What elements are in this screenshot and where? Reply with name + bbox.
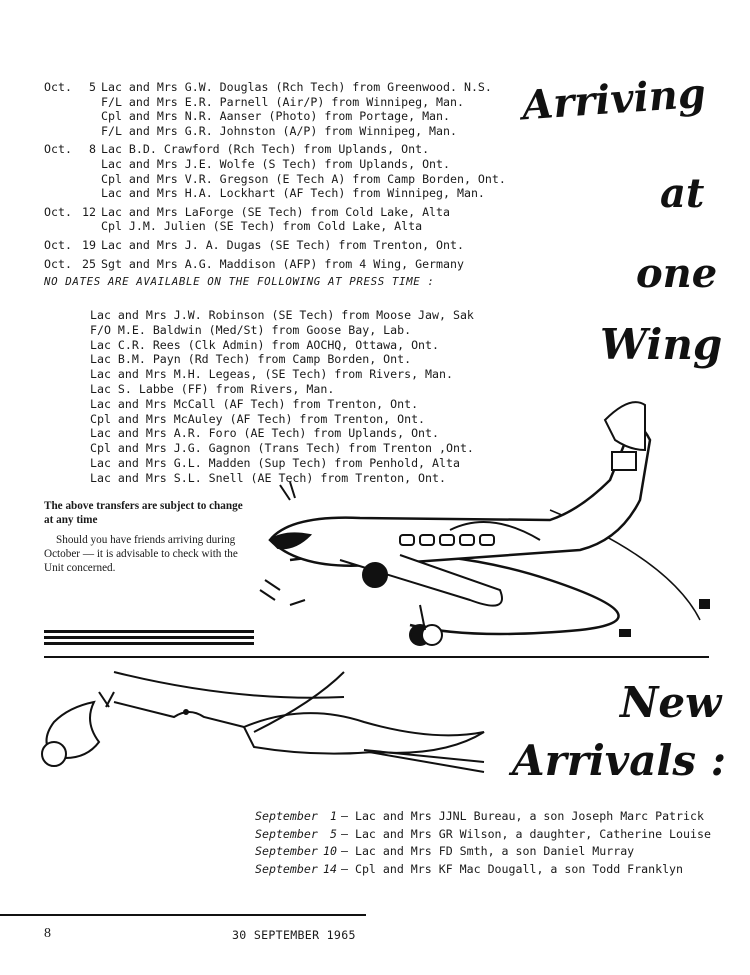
arrival-month (44, 109, 82, 124)
arrival-month: Oct. (44, 256, 72, 271)
births-list (255, 808, 711, 878)
pending-entry: Lac C.R. Rees (Clk Admin) from AOCHQ, Ottawa, Ont. (90, 337, 440, 352)
arrival-day (82, 157, 96, 172)
arrival-entry (44, 172, 514, 187)
arrival-day: 25 (82, 256, 96, 271)
arrival-text: Lac B.D. Crawford (Rch Tech) from Uplands, Ont. (101, 142, 430, 157)
arrival-month (44, 95, 82, 110)
footer-rule (0, 914, 366, 916)
arrival-text: F/L and Mrs E.R. Parnell (Air/P) from Winnipeg, Man. (101, 94, 464, 109)
pending-entry: Lac and Mrs G.L. Madden (Sup Tech) from Penhold, Alta (90, 455, 460, 470)
birth-entry (255, 808, 711, 826)
arrival-entry (44, 124, 514, 139)
transfer-note-bold: The above transfers are subject to change at any time (44, 500, 243, 526)
arrival-day (82, 219, 96, 234)
arrival-date-group (44, 257, 514, 272)
arrival-entry (44, 205, 514, 220)
birth-text: — Lac and Mrs GR Wilson, a daughter, Catherine Louise (341, 826, 711, 841)
arrival-day (82, 186, 96, 201)
page-number: 8 (44, 926, 51, 941)
transfer-note-body: Should you have friends arriving during October — it is advisable to check with the Unit concerned. (44, 534, 238, 574)
birth-month: September (255, 861, 318, 876)
section-rule-thick (44, 630, 254, 633)
arrival-day: 19 (82, 237, 96, 252)
arrival-text: F/L and Mrs G.R. Johnston (A/P) from Winnipeg, Man. (101, 123, 457, 138)
pending-entry: Lac and Mrs M.H. Legeas, (SE Tech) from Rivers, Man. (90, 367, 453, 382)
arrival-text: Cpl J.M. Julien (SE Tech) from Cold Lake, Alta (101, 219, 423, 234)
birth-text: — Cpl and Mrs KF Mac Dougall, a son Todd Franklyn (341, 861, 684, 876)
heading-new: New (620, 678, 722, 727)
pending-entry: Lac B.M. Payn (Rd Tech) from Camp Borden, Ont. (90, 352, 412, 367)
arrival-day: 5 (89, 80, 96, 94)
birth-month: September (255, 826, 318, 841)
arrival-day (82, 109, 96, 124)
arrival-day: 8 (89, 142, 96, 157)
birth-month: September (255, 809, 318, 823)
birth-day: 1 (330, 809, 337, 823)
arrival-month (44, 124, 82, 139)
birth-month: September (255, 844, 318, 859)
arrival-text: Cpl and Mrs V.R. Gregson (E Tech A) from Camp Borden, Ont. (101, 171, 506, 186)
section-rule-thick (44, 636, 254, 639)
arrival-text: Sgt and Mrs A.G. Maddison (AFP) from 4 Wing, Germany (101, 256, 464, 271)
arrival-entry (44, 80, 514, 95)
birth-day: 14 (323, 861, 337, 876)
arrival-month (44, 157, 82, 172)
arrival-text: Lac and Mrs J.E. Wolfe (S Tech) from Uplands, Ont. (101, 156, 451, 171)
stork-illustration (14, 662, 494, 792)
transfer-note (44, 499, 244, 575)
issue-date: 30 SEPTEMBER 1965 (232, 928, 356, 942)
pending-entry: Cpl and Mrs J.G. Gagnon (Trans Tech) from Trenton ,Ont. (90, 441, 474, 456)
pending-entry: F/O M.E. Baldwin (Med/St) from Goose Bay, Lab. (90, 322, 412, 337)
birth-text: — Lac and Mrs FD Smth, a son Daniel Murray (341, 844, 635, 859)
pending-entry: Cpl and Mrs McAuley (AF Tech) from Trenton, Ont. (90, 411, 426, 426)
birth-entry (255, 826, 711, 844)
pending-entry: Lac and Mrs J.W. Robinson (SE Tech) from Moose Jaw, Sak (90, 308, 474, 322)
heading-arriving: Arriving (520, 69, 708, 130)
birth-day: 5 (330, 826, 337, 841)
birth-entry (255, 861, 711, 879)
arrival-text: Cpl and Mrs N.R. Aanser (Photo) from Portage, Man. (101, 109, 451, 124)
birth-text: — Lac and Mrs JJNL Bureau, a son Joseph Marc Patrick (341, 809, 704, 823)
arrival-date-group (44, 238, 514, 253)
arrival-month: Oct. (44, 204, 72, 219)
arrival-date-group (44, 205, 514, 234)
arrival-day (82, 124, 96, 139)
arrival-text: Lac and Mrs LaForge (SE Tech) from Cold Lake, Alta (101, 204, 451, 219)
section-divider (44, 656, 709, 658)
heading-wing: Wing (600, 320, 723, 369)
birth-entry (255, 843, 711, 861)
arrival-entry (44, 257, 514, 272)
heading-at: at (660, 170, 705, 217)
pending-entry: Lac and Mrs McCall (AF Tech) from Trenton, Ont. (90, 396, 419, 411)
pending-entry: Lac S. Labbe (FF) from Rivers, Man. (90, 381, 335, 396)
arrival-text: Lac and Mrs H.A. Lockhart (AF Tech) from Winnipeg, Man. (101, 186, 485, 201)
heading-arrivals: Arrivals : (512, 736, 727, 785)
birth-day: 10 (323, 844, 337, 859)
arrival-entry (44, 142, 514, 157)
heading-one: one (636, 250, 718, 297)
arrival-month: Oct. (44, 80, 72, 94)
pending-heading: NO DATES ARE AVAILABLE ON THE FOLLOWING AT PRESS TIME : (44, 275, 435, 289)
arrival-text: Lac and Mrs J. A. Dugas (SE Tech) from Trenton, Ont. (101, 237, 464, 252)
arrival-entry (44, 95, 514, 110)
section-rule-thick (44, 642, 254, 645)
arrival-day: 12 (82, 204, 96, 219)
dated-arrivals-list (44, 80, 514, 290)
arrival-month (44, 186, 82, 201)
arrival-month (44, 219, 82, 234)
arrival-entry (44, 157, 514, 172)
arrival-day (82, 172, 96, 187)
arrival-date-group (44, 142, 514, 200)
arrival-month: Oct. (44, 237, 72, 252)
arrival-month: Oct. (44, 142, 72, 157)
pending-entry: Lac and Mrs A.R. Foro (AE Tech) from Uplands, Ont. (90, 426, 440, 441)
arrival-entry (44, 109, 514, 124)
arrival-entry (44, 238, 514, 253)
arrival-month (44, 172, 82, 187)
arrival-entry (44, 219, 514, 234)
arrival-date-group (44, 80, 514, 138)
arrival-text: Lac and Mrs G.W. Douglas (Rch Tech) from Greenwood. N.S. (101, 80, 492, 94)
airplane-illustration (250, 390, 710, 650)
pending-entry: Lac and Mrs S.L. Snell (AE Tech) from Trenton, Ont. (90, 470, 446, 485)
arrival-day (82, 95, 96, 110)
arrival-entry (44, 186, 514, 201)
